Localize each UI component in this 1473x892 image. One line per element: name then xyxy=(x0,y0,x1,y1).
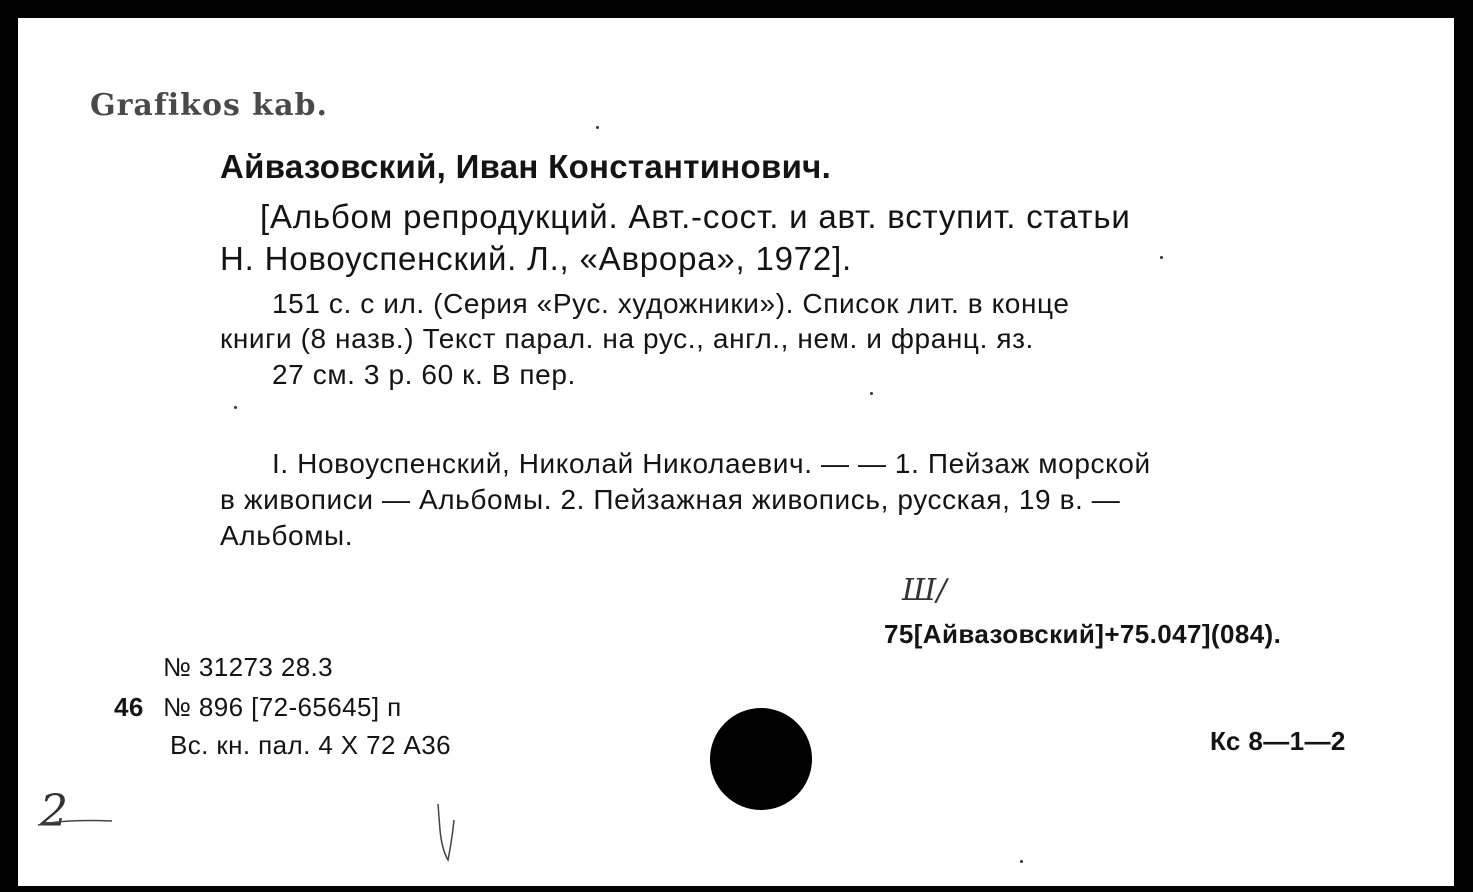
card-code: Кс 8—1—2 xyxy=(1210,726,1346,756)
pencil-squiggle xyxy=(432,800,462,870)
physical-line-3: 27 см. 3 р. 60 к. В пер. xyxy=(272,359,576,390)
subject-line-2: в живописи — Альбомы. 2. Пейзажная живопись, русская, 19 в. — xyxy=(220,484,1121,515)
handwritten-number: 2 xyxy=(40,786,69,837)
physical-line-2: книги (8 назв.) Текст парал. на рус., англ., нем. и франц. яз. xyxy=(220,323,1034,354)
registry-line-2: № 896 [72-65645] п xyxy=(163,692,402,722)
library-stamp: Grafikos kab. xyxy=(90,88,328,123)
handwritten-mark: Ш/ xyxy=(902,573,947,608)
speck xyxy=(1160,256,1163,259)
subject-line-3: Альбомы. xyxy=(220,520,354,551)
title-line-2: Н. Новоуспенский. Л., «Аврора», 1972]. xyxy=(220,240,853,277)
pencil-stroke xyxy=(36,813,116,833)
catalog-card xyxy=(18,18,1454,886)
registry-line-1: № 31273 28.3 xyxy=(163,652,334,682)
speck xyxy=(870,392,873,395)
speck xyxy=(234,406,237,409)
physical-line-1: 151 с. с ил. (Серия «Рус. художники»). Список лит. в конце xyxy=(272,288,1070,319)
speck xyxy=(596,126,599,129)
speck xyxy=(1020,860,1023,863)
registry-prefix: 46 xyxy=(114,692,144,722)
punch-hole xyxy=(710,708,812,810)
classification-index: 75[Айвазовский]+75.047](084). xyxy=(884,619,1282,649)
author-heading: Айвазовский, Иван Константинович. xyxy=(220,148,832,185)
title-line-1: [Альбом репродукций. Авт.-сост. и авт. вступит. статьи xyxy=(260,198,1131,235)
subject-line-1: I. Новоуспенский, Николай Николаевич. — — 1. Пейзаж морской xyxy=(272,448,1151,479)
registry-line-3: Вс. кн. пал. 4 Х 72 А36 xyxy=(170,730,451,760)
